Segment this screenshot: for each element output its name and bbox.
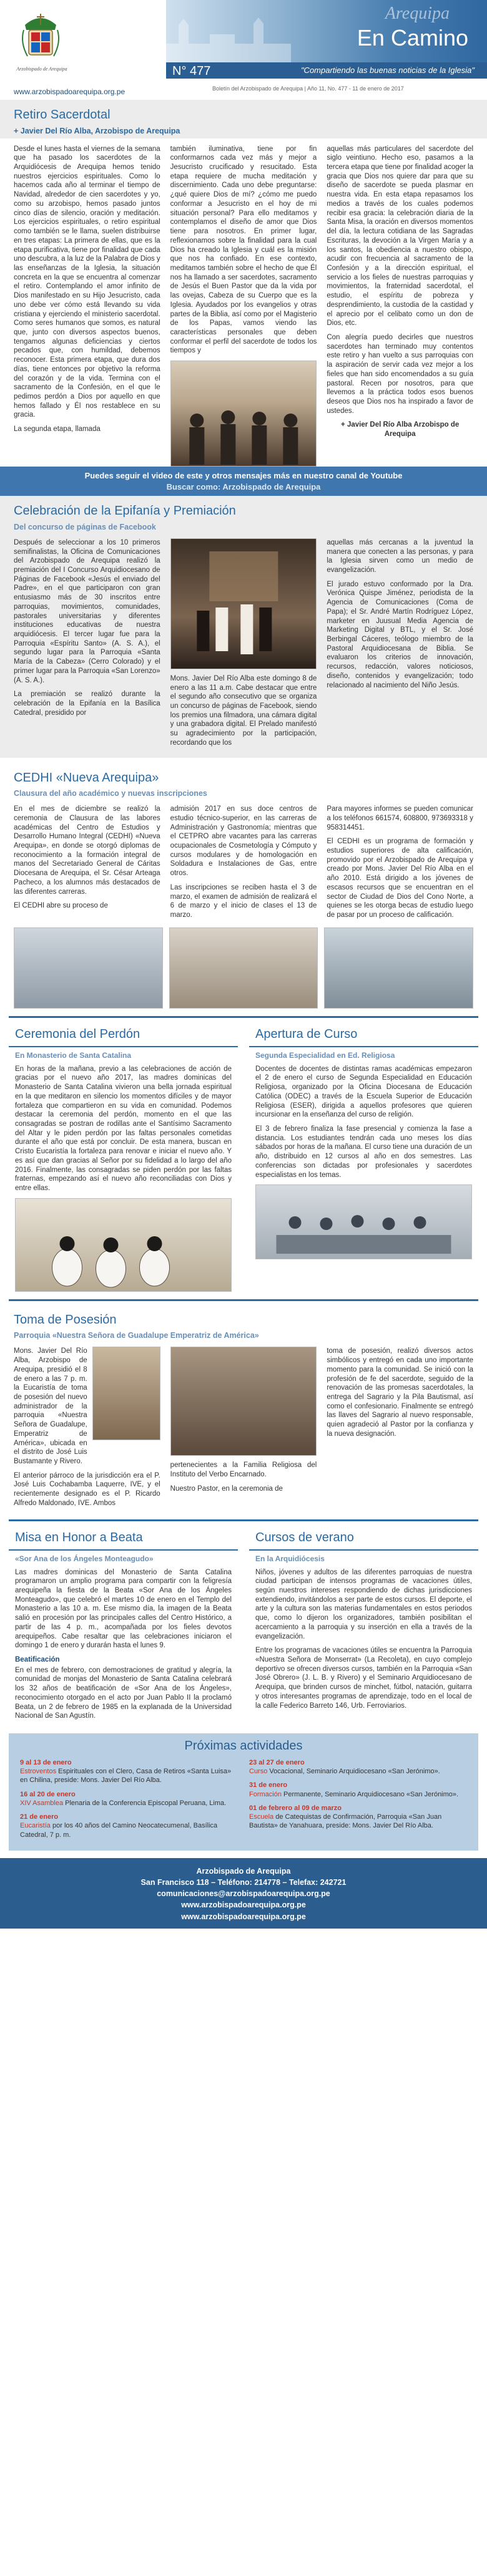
column-1	[14, 1347, 160, 1513]
section-subtitle: «Sor Ana de los Ángeles Monteagudo»	[15, 1554, 154, 1564]
paragraph: Niños, jóvenes y adultos de las diferentes parroquias de nuestra ciudad participan de intensos programas de vacaciones útiles, según nuestros intereses respondiendo de dichas jurisdicciones extendiendo, invitándolos a ser parte de estos cursos. El deporte, el arte y la cultura son las materias fundamentales en estos periodos que, como lo dijeron los organizadores, también posibilitan el acercamiento a la parroquia y su inserción en ella a través de la evangelización.	[255, 1568, 472, 1640]
column-2	[170, 1347, 317, 1513]
paragraph: El 3 de febrero finaliza la fase presencial y comienza la fase a distancia. Los estudiantes tendrán cada uno meses los días sábados por horas de la mañana. El curso tiene una duración de un año, distribuido en 12 cursos al año en dos semestres. Las conferencias son dictadas por profesionales y sacerdotes especialistas en los temas.	[255, 1125, 472, 1179]
section-title: Cursos de verano	[249, 1525, 478, 1551]
site-url-link[interactable]: www.arzobispadoarequipa.org.pe	[14, 87, 125, 96]
issue-number: N° 477	[172, 64, 211, 78]
section-cedhi	[0, 758, 487, 1009]
section-subtitle: Segunda Especialidad en Ed. Religiosa	[255, 1051, 395, 1060]
footer	[0, 1858, 487, 1929]
paragraph: Mons. Javier Del Río Alba este domingo 8 de enero a las 11 a.m. Cabe destacar que entre el segundo año consecutivo que se organiza un concurso de páginas de Facebook, siendo los premios una filmadora, una cámara digital y una grabadora digital. El Prelado manifestó su agradecimiento por la participación, recordando que los	[170, 674, 317, 747]
section-toma-posesion	[0, 1305, 487, 1513]
footer-address: San Francisco 118 – Teléfono: 214778 – Telefax: 242721	[140, 1878, 347, 1887]
column-3	[327, 145, 473, 467]
paragraph: también iluminativa, tiene por fin conformarnos cada vez más y mejor a Jesucristo crucificado y resucitado. Esta etapa requiere de mucha meditación y discernimiento. Cada uno debe preguntarse: ¿qué quiere Dios de mí? ¿cómo me puedo conformar a Jesucristo en el hoy de mi situación personal? Para ello meditamos y contemplamos el diseño de amor que Dios tiene para nosotros. En primer lugar, reflexionamos sobre la finalidad para la cual Dios ha creado la Iglesia y cuál es la misión que nos ha confiado. En ese contexto, meditamos también sobre el hecho de que Él nos ha llamado a ser sacerdotes, sacramento de Jesús el Buen Pastor que da la vida por las ovejas, Cabeza de su Cuerpo que es la Iglesia. Ayudados por los evangelios y otras partes de la Biblia, así como por el Magisterio de los Papas, vamos viendo las características personales que deben conformar el perfil del sacerdote de todos los tiempos y	[170, 145, 317, 355]
classroom-photo	[255, 1184, 472, 1259]
column-3	[327, 805, 473, 925]
activity-text: por los 40 años del Camino Neocatecumenal, Basílica Catedral, 7 p. m.	[20, 1822, 218, 1839]
paragraph: admisión 2017 en sus doce centros de estudio técnico-superior, en las carreras de Administración y Gastronomía; mientras que el CETPRO abre vacantes para las carreras ocupacionales de Cosmetología y Cómputo y cursos modulares y de homologación en Soldadura e Instalaciones de Gas, entre otros.	[170, 805, 317, 878]
activity-item	[249, 1804, 467, 1831]
activity-text: Espirituales con el Clero, Casa de Retiros «Santa Luisa» en Chilina, preside: Mons. Javier Del Río Alba.	[20, 1767, 232, 1784]
paragraph: Después de seleccionar a los 10 primeros semifinalistas, la Oficina de Comunicaciones del Arzobispado de Arequipa realizó la premiación del I Concurso Arquidiocesano de Páginas de Facebook «Jesús el enviado del Padre», en el que participaron con gran entusiasmo más de 30 inscritos entre parroquias, movimientos, comunidades, pastorales universitarias y diferentes instituciones educativas de nuestra arquidiócesis. El tercer lugar fue para la Parroquia «Espíritu Santo» (A. S. A.), el segundo lugar para la Parroquia «Santa María de la Cabeza» (Cerro Colorado) y el primer lugar para la Parroquia «San Lorenzo» (A. S. A.).	[14, 538, 160, 684]
activities-left-column	[20, 1758, 238, 1844]
activity-text: Plenaria de la Conferencia Episcopal Peruana, Lima.	[65, 1799, 227, 1807]
column-1	[14, 145, 160, 467]
section-title: Retiro Sacerdotal	[14, 108, 111, 122]
retreat-photo	[170, 361, 317, 467]
youtube-banner[interactable]	[0, 467, 487, 496]
column-2	[170, 145, 317, 467]
activity-date: 9 al 13 de enero	[20, 1758, 72, 1766]
issue-strip	[166, 62, 487, 79]
paragraph: Para mayores informes se pueden comunicar a los teléfonos 661574, 608800, 973693318 y 958314451.	[327, 805, 474, 831]
activity-date: 21 de enero	[20, 1813, 59, 1821]
activities-right-column	[249, 1758, 467, 1844]
priests-group-icon	[171, 361, 317, 467]
activity-date: 01 de febrero al 09 de marzo	[249, 1804, 342, 1812]
activity-place: Formación	[249, 1790, 282, 1798]
cathedral-award-photo	[170, 538, 317, 669]
parish-mass-photo	[170, 1347, 317, 1456]
activity-place: XIV Asamblea	[20, 1799, 64, 1807]
students-icon	[256, 1185, 471, 1259]
activity-place: Curso	[249, 1767, 268, 1775]
section-subtitle: En la Arquidiócesis	[255, 1554, 325, 1564]
activity-text: Vocacional, Seminario Arquidiocesano «San Jerónimo».	[269, 1767, 440, 1775]
youtube-banner-line2: Buscar como: Arzobispado de Arequipa	[166, 482, 321, 491]
section-title: CEDHI «Nueva Arequipa»	[14, 770, 159, 785]
nuns-ceremony-photo	[15, 1198, 232, 1292]
altar-group-icon	[171, 539, 317, 669]
issue-meta: Boletín del Arzobispado de Arequipa | Año 11, No. 477 - 11 de enero de 2017	[212, 85, 404, 92]
paragraph: El CEDHI abre su proceso de	[14, 902, 108, 910]
column-2	[170, 805, 317, 925]
section-subtitle: + Javier Del Río Alba, Arzobispo de Arequipa	[14, 126, 180, 135]
section-apertura	[249, 1022, 478, 1292]
footer-website-link[interactable]: www.arzobispadoarequipa.org.pe	[181, 1901, 306, 1910]
cedhi-graduation-photo	[169, 927, 318, 1009]
paragraph: La premiación se realizó durante la celebración de la Epifanía en la Basílica Catedral, presidido por	[14, 690, 160, 717]
section-subtitle: Del concurso de páginas de Facebook	[14, 522, 156, 531]
divider	[9, 1519, 478, 1521]
paragraph: La segunda etapa, llamada	[14, 425, 101, 433]
section-cursos-verano	[249, 1525, 478, 1726]
paragraph: En horas de la mañana, previo a las celebraciones de acción de gracias por el nuevo año 2017, las madres dominicas del Monasterio de Santa Catalina vivieron una bella jornada espiritual en la que meditaron en silencio los momentos difíciles y de mayor fortaleza que compartieron en su vida en comunidad. Podemos destacar la ceremonia del perdón, momento en el que las consagradas se postran de rodillas ante el Santísimo Sacramento del Altar y le piden perdón por las faltas personales cometidas durante el año que está por concluir. De esta manera, buscan en Cristo Eucaristía la fortaleza para renovar e iniciar el nuevo año. Y es así que dan gracias al Señor por su fidelidad a lo largo del año 2016. Finalmente, las consagradas se piden perdón por las faltas fraternas, empezando así el nuevo año reconciliadas con Dios y entre ellas.	[15, 1065, 232, 1193]
activity-item	[20, 1790, 238, 1808]
kneeling-nuns-icon	[16, 1199, 231, 1292]
signature: + Javier Del Río Alba Arzobispo de Arequipa	[341, 421, 460, 438]
activity-date: 31 de enero	[249, 1781, 288, 1789]
section-misa-beata	[9, 1525, 238, 1726]
section-title: Ceremonia del Perdón	[9, 1022, 238, 1048]
column-3	[327, 538, 473, 753]
paragraph: En el mes de febrero, con demostraciones de gratitud y alegría, la comunidad de monjas del Monasterio de Santa Catalina celebrará los 32 años de beatificación de «Sor Ana de los Ángeles», reconocimiento otorgado en el acto por Juan Pablo II la proclamó Beata, un 2 de febrero de 1985 en la explanada de la Universidad Nacional de San Agustín.	[15, 1666, 232, 1720]
paragraph: En el mes de diciembre se realizó la ceremonia de Clausura de las labores académicas del Centro de Estudios y Desarrollo Humano Integral (CEDHI) «Nueva Arequipa», en donde se otorgó diplomas de reconocimiento a la formación integral de manos del Secretariado General de Cáritas Diocesana de Arequipa, el Sr. César Arteaga Pacheco, a los alumnos más destacados de las diferentes carreras.	[14, 805, 160, 896]
activity-item	[20, 1813, 238, 1839]
activities-title: Próximas actividades	[184, 1739, 303, 1753]
paragraph: Entre los programas de vacaciones útiles se encuentra la Parroquia «Nuestra Señora de Monserrat» (La Recoleta), en cuyo complejo deportivo se ofrecen diversos cursos, también en la Parroquia «San José Obrero» (J. L. B. y Rivero) y el Seminario Arquidiocesano de Arequipa, que brinden cursos de minchet, fútbol, natación, guitarra y otros interesantes programas de aprendizaje, todo en el local de la calle Federico Barreto 146, Urb. Ferroviarios.	[255, 1647, 472, 1710]
two-column-row-2	[0, 1525, 487, 1726]
activity-place: Estroventos	[20, 1767, 57, 1775]
footer-website-link[interactable]: www.arzobispadoarequipa.org.pe	[181, 1912, 306, 1921]
footer-org: Arzobispado de Arequipa	[196, 1867, 291, 1876]
paragraph: aquellas más particulares del sacerdote del siglo veintiuno. Hecho eso, pasamos a la tercera etapa que tiene por finalidad acoger la gracia que Dios nos quiere dar para que su diseño de sacerdote se pueda plasmar en nuestra vida. En esta etapa repasamos los medios a través de los cuales podemos recibir esa gracia: la celebración diaria de la Santa Misa, la oración en diversos momentos del día, la lectura cotidiana de las Sagradas Escrituras, la devoción a la Virgen María y a los santos, la obediencia a nuestro obispo, acudir con frecuencia al sacramento de la Confesión y a la dirección espiritual, el servicio a los fieles de nuestras parroquias y movimientos, la fraternidad sacerdotal, el estudio, el espíritu de pobreza y desprendimiento, la custodia de la castidad y el aprecio por el celibato como un don de Dios, etc.	[327, 145, 474, 327]
column-1	[14, 538, 160, 753]
footer-email-link[interactable]: comunicaciones@arzobispadoarequipa.org.pe	[157, 1889, 330, 1899]
section-subtitle: Parroquia «Nuestra Señora de Guadalupe Emperatriz de América»	[14, 1331, 259, 1340]
parish-altar-photo	[92, 1347, 160, 1440]
activity-place: Eucaristía	[20, 1822, 51, 1830]
upcoming-activities	[9, 1733, 478, 1851]
activity-date: 23 al 27 de enero	[249, 1758, 305, 1766]
cedhi-graduation-photo	[324, 927, 473, 1009]
paragraph: El jurado estuvo conformado por la Dra. Verónica Quispe Jiménez, periodista de la Agencia de Comunicaciones (Coma de Papa); el Sr. André Martín Rodríguez López, marketer en Juusual Media Agencia de Marketing Digital y BTL, y el Sr. José Berbingal Cáceres, teólogo miembro de la Pastoral Arquidiocesana de Biblia. Se evaluaron los criterios de innovación, recursos, redacción, valores noticiosos, diseño, contenidos y evangelización; todo relacionado al nacimiento del Niño Jesús.	[327, 580, 474, 689]
cedhi-graduation-photo	[14, 927, 163, 1009]
divider	[9, 1016, 478, 1018]
section-retiro	[0, 100, 487, 467]
paragraph: Desde el lunes hasta el viernes de la semana que ha pasado los sacerdotes de la Arquidiócesis de Arequipa hemos tenido nuestros ejercicios espirituales. Como lo hacemos cada año al terminar el tiempo de Navidad, alrededor de cien sacerdotes y yo, como su arzobispo, hemos pasado juntos cinco días de silencio, oración y meditación. Los ejercicios espirituales, o retiro espiritual como también se le llama, suelen distribuirse en tres etapas: La primera de ellas, que es la etapa purificativa, tiene por finalidad que cada uno descubra, a la luz de la Palabra de Dios y las enseñanzas de la Iglesia, la situación concreta en la que se encuentra al comenzar el retiro. Contemplando el amor infinito de Dios manifestado en su Hijo Jesucristo, cada uno debe ver cómo está llevando su vida cristiana y ejerciendo el ministerio sacerdotal. Como seres humanos que somos, es natural que, junto con diversos aspectos buenos, tengamos algunas deficiencias y ciertos pecados que, con humildad, debemos reconocer. Esta primera etapa, que dura dos días, tiene entonces por objetivo la reforma del corazón y de la vida. Termina con el sacramento de la Confesión, en el que le pedimos perdón a Dios por aquello en que hemos fallado y Él nos restablece en su gracia.	[14, 145, 160, 419]
column-3	[327, 1347, 473, 1513]
section-subtitle: Clausura del año académico y nuevas inscripciones	[14, 789, 207, 798]
activity-text: de Catequistas de Confirmación, Parroquia «San Juan Bautista» de Yanahuara, preside: Mons. Javier Del Río Alba.	[249, 1813, 442, 1830]
section-title: Toma de Posesión	[14, 1312, 117, 1327]
paragraph: toma de posesión, realizó diversos actos simbólicos y entregó en cada uno importante momento para la comunidad. Se inició con la profesión de fe del sacerdote, seguido de la renovación de las promesas sacerdotales, la entrega del Sagrario y la Pila Bautismal, así como el confesionario. Finalmente se entregó las llaves del Sagrario al nuevo responsable, quien agradeció al Pastor por la confianza y la nueva designación.	[327, 1347, 474, 1438]
archdiocese-label: Arzobispado de Arequipa	[16, 66, 67, 72]
paragraph: pertenecientes a la Familia Religiosa del Instituto del Verbo Encarnado.	[170, 1461, 317, 1479]
newsletter-title: En Camino	[357, 25, 468, 51]
activity-date: 16 al 20 de enero	[20, 1790, 76, 1798]
activity-place: Escuela	[249, 1813, 274, 1821]
section-perdon	[9, 1022, 238, 1292]
two-column-row-1	[0, 1022, 487, 1292]
banner-watermark: Arequipa	[385, 4, 450, 23]
paragraph: Mons. Javier Del Río Alba, Arzobispo de Arequipa, presidió el 8 de enero a las 7 p. m. la Eucaristía de toma de posesión del nuevo administrador de la parroquia «Nuestra Señora de Guadalupe, Emperatriz de América», ubicada en el distrito de José Luis Bustamante y Rivero.	[14, 1347, 87, 1466]
activity-item	[249, 1781, 467, 1799]
divider	[9, 1299, 478, 1301]
header	[0, 0, 487, 100]
section-subtitle: En Monasterio de Santa Catalina	[15, 1051, 132, 1060]
section-title: Celebración de la Epifanía y Premiación	[14, 504, 236, 518]
paragraph: Docentes de docentes de distintas ramas académicas empezaron el 2 de enero el curso de Segunda Especialidad en Educación Religiosa, organizado por la Oficina Diocesana de Educación Católica (ODEC) a través de la Escuela Superior de Educación Religiosa (ESER), dirigida a aquellos profesores que quieren incursionar en la enseñanza del curso de religión.	[255, 1065, 472, 1119]
paragraph: aquellas más cercanas a la juventud la manera que conecten a las personas, y para la Iglesia sirven como un medio de evangelización.	[327, 538, 474, 574]
activity-item	[20, 1758, 238, 1785]
column-1	[14, 805, 160, 925]
paragraph: Nuestro Pastor, en la ceremonia de	[170, 1484, 283, 1493]
activity-item	[249, 1758, 467, 1776]
archdiocese-crest-icon	[19, 11, 62, 61]
paragraph: El CEDHI es un programa de formación y estudios superiores de alta calificación, promovido por el Arzobispado de Arequipa y creado por Mons. Javier Del Río Alba en el año 2010. Está dirigido a los jóvenes de escasos recursos que se encuentran en el sector de Ciudad de Dios del Cono Norte, a quienes se les otorga becas de estudio luego de pasar por un proceso de calificación.	[327, 838, 474, 919]
paragraph: El anterior párroco de la jurisdicción era el P. José Luis Cochabamba Laquerre, IVE, y el recientemente designado es el P. Ricardo Alfredo Maldonado, IVE. Ambos	[14, 1471, 160, 1507]
paragraph: Las madres dominicas del Monasterio de Santa Catalina programaron un amplio programa para compartir con la feligresía arequipeña la fiesta de la Beata «Sor Ana de los Ángeles Monteagudo», que celebró el martes 10 de enero en el Templo del Monasterio a las 10 a. m. Ese mismo día, la imagen de la Beata salió en procesión por las principales calles del Centro Histórico, a partir de las 4 p. m., acompañada por los fieles devotos arequipeños. Cabe resaltar que las celebraciones iniciaron el domingo 1 de enero y durarán hasta el lunes 9.	[15, 1568, 232, 1650]
column-2	[170, 538, 317, 753]
section-epifania	[0, 496, 487, 757]
activity-text: Permanente, Seminario Arquidiocesano «San Jerónimo».	[283, 1790, 459, 1798]
paragraph: Las inscripciones se reciben hasta el 3 de marzo, el examen de admisión de realizará el 6 de marzo y el inicio de clases el 13 de marzo.	[170, 883, 317, 919]
paragraph: Con alegría puedo decirles que nuestros sacerdotes han terminado muy contentos este retiro y han vuelto a sus parroquias con la aspiración de servir cada vez mejor a los fieles que han sido encomendados a su guía pastoral. Recen por nosotros, para que llevemos a la práctica todos esos buenos deseos que Dios nos ha inspirado a favor de ustedes.	[327, 333, 474, 415]
youtube-banner-line1: Puedes seguir el video de este y otros mensajes más en nuestro canal de Youtube	[84, 471, 403, 481]
slogan: "Compartiendo las buenas noticias de la Iglesia"	[300, 65, 475, 75]
section-title: Apertura de Curso	[249, 1022, 478, 1048]
beatification-heading: Beatificación	[15, 1656, 60, 1664]
section-title: Misa en Honor a Beata	[9, 1525, 238, 1551]
